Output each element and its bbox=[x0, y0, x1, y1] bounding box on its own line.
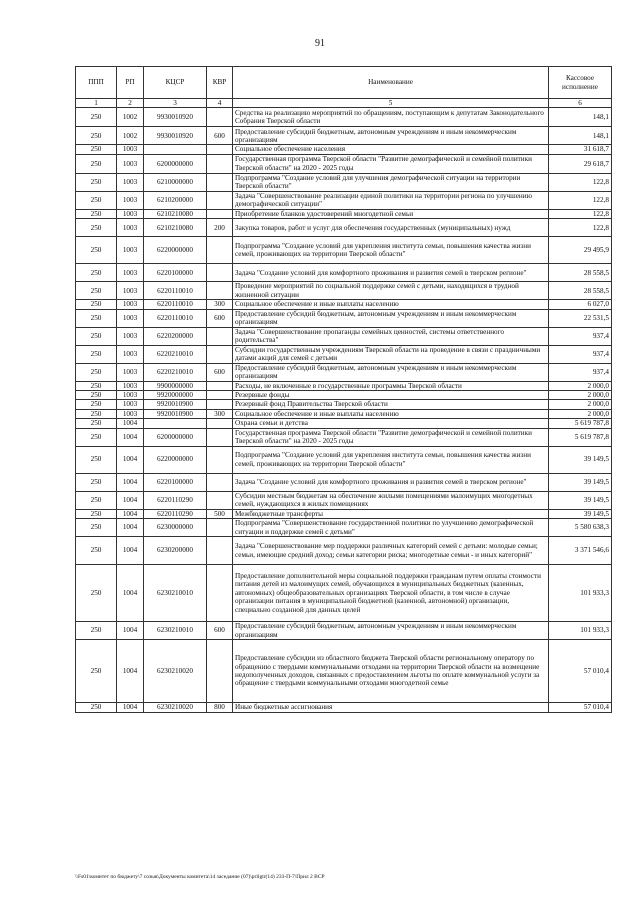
table-row bbox=[76, 491, 612, 509]
cell-name: Государственная программа Тверской области "Развитие демографической и семейной политики Тверской области" на 2020 - 2025 годы bbox=[233, 154, 549, 173]
cell-kcsr: 6220110010 bbox=[144, 300, 207, 309]
cell-rp: 1003 bbox=[117, 154, 144, 173]
cell-sum: 122,8 bbox=[549, 219, 612, 237]
cell-kcsr: 9920010900 bbox=[144, 400, 207, 409]
cell-name: Субсидии местным бюджетам на обеспечение жилыми помещениями малоимущих многодетных семей, нуждающихся в жилых помещениях bbox=[233, 491, 549, 509]
cell-name: Предоставление субсидий бюджетным, автономным учреждениям и иным некоммерческим организациям bbox=[233, 309, 549, 327]
cell-sum: 2 000,0 bbox=[549, 409, 612, 418]
cell-rp: 1003 bbox=[117, 237, 144, 264]
cell-kvr: 200 bbox=[207, 219, 233, 237]
cell-sum: 122,8 bbox=[549, 173, 612, 191]
cell-sum: 148,1 bbox=[549, 108, 612, 127]
cell-ppp: 250 bbox=[76, 327, 117, 345]
cell-name: Социальное обеспечение населения bbox=[233, 145, 549, 154]
cell-ppp: 250 bbox=[76, 491, 117, 509]
cell-name: Расходы, не включенные в государственные программы Тверской области bbox=[233, 381, 549, 390]
cell-ppp: 250 bbox=[76, 145, 117, 154]
table-row bbox=[76, 381, 612, 390]
cell-kvr: 600 bbox=[207, 622, 233, 640]
cell-kvr bbox=[207, 237, 233, 264]
cell-sum: 2 000,0 bbox=[549, 381, 612, 390]
cell-rp: 1003 bbox=[117, 264, 144, 282]
cell-ppp: 250 bbox=[76, 519, 117, 537]
cell-name: Подпрограмма "Создание условий для укрепления института семьи, повышения качества жизни семей, проживающих на территории Тверской области" bbox=[233, 237, 549, 264]
table-row bbox=[76, 509, 612, 518]
cell-name: Закупка товаров, работ и услуг для обеспечения государственных (муниципальных) нужд bbox=[233, 219, 549, 237]
cell-kcsr: 6230210010 bbox=[144, 622, 207, 640]
table-row bbox=[76, 154, 612, 173]
cell-rp: 1004 bbox=[117, 537, 144, 565]
cell-name: Предоставление субсидий бюджетным, автономным учреждениям и иным некоммерческим организациям bbox=[233, 363, 549, 381]
table-row bbox=[76, 108, 612, 127]
cell-rp: 1003 bbox=[117, 300, 144, 309]
cell-rp: 1004 bbox=[117, 622, 144, 640]
cell-rp: 1004 bbox=[117, 703, 144, 713]
cell-sum: 2 000,0 bbox=[549, 400, 612, 409]
cell-name: Средства на реализацию мероприятий по обращениям, поступающим к депутатам Законодательного Собрания Тверской области bbox=[233, 108, 549, 127]
cell-kvr bbox=[207, 400, 233, 409]
cell-sum: 6 027,0 bbox=[549, 300, 612, 309]
table-row bbox=[76, 640, 612, 703]
cell-kcsr: 6220110290 bbox=[144, 509, 207, 518]
cell-ppp: 250 bbox=[76, 127, 117, 145]
cell-name: Субсидии государственным учреждениям Тверской области на проведение в связи с праздничными датами акций для семей с детьми bbox=[233, 345, 549, 363]
cell-ppp: 250 bbox=[76, 419, 117, 428]
cell-ppp: 250 bbox=[76, 703, 117, 713]
table-row bbox=[76, 145, 612, 154]
cell-kvr bbox=[207, 191, 233, 209]
cell-kcsr: 6220000000 bbox=[144, 237, 207, 264]
budget-execution-table bbox=[75, 66, 612, 713]
table-row bbox=[76, 473, 612, 491]
cell-ppp: 250 bbox=[76, 345, 117, 363]
cell-ppp: 250 bbox=[76, 237, 117, 264]
cell-rp: 1002 bbox=[117, 127, 144, 145]
cell-kcsr bbox=[144, 145, 207, 154]
cell-kcsr bbox=[144, 419, 207, 428]
cell-rp: 1003 bbox=[117, 282, 144, 300]
cell-rp: 1004 bbox=[117, 473, 144, 491]
cell-kcsr: 9930010920 bbox=[144, 108, 207, 127]
cell-kvr bbox=[207, 428, 233, 446]
cell-name: Охрана семьи и детства bbox=[233, 419, 549, 428]
header-kcsr: КЦСР bbox=[144, 67, 207, 99]
cell-rp: 1003 bbox=[117, 327, 144, 345]
cell-kvr bbox=[207, 537, 233, 565]
header-rp: РП bbox=[117, 67, 144, 99]
cell-sum: 28 558,5 bbox=[549, 264, 612, 282]
table-row bbox=[76, 219, 612, 237]
cell-kcsr: 6200000000 bbox=[144, 154, 207, 173]
cell-ppp: 250 bbox=[76, 537, 117, 565]
cell-sum: 937,4 bbox=[549, 363, 612, 381]
cell-ppp: 250 bbox=[76, 219, 117, 237]
table-row bbox=[76, 363, 612, 381]
table-row bbox=[76, 191, 612, 209]
col-number: 5 bbox=[233, 99, 549, 108]
cell-sum: 39 149,5 bbox=[549, 509, 612, 518]
cell-rp: 1004 bbox=[117, 640, 144, 703]
cell-ppp: 250 bbox=[76, 622, 117, 640]
table-row bbox=[76, 565, 612, 622]
cell-kcsr: 6210210080 bbox=[144, 219, 207, 237]
cell-ppp: 250 bbox=[76, 209, 117, 218]
cell-sum: 2 000,0 bbox=[549, 391, 612, 400]
cell-kvr bbox=[207, 491, 233, 509]
cell-ppp: 250 bbox=[76, 154, 117, 173]
table-row bbox=[76, 309, 612, 327]
header-name: Наименование bbox=[233, 67, 549, 99]
table-row bbox=[76, 127, 612, 145]
cell-kcsr: 6220100000 bbox=[144, 264, 207, 282]
table-row bbox=[76, 237, 612, 264]
cell-kvr bbox=[207, 345, 233, 363]
cell-sum: 39 149,5 bbox=[549, 473, 612, 491]
cell-sum: 937,4 bbox=[549, 327, 612, 345]
table-row bbox=[76, 345, 612, 363]
cell-name: Задача "Создание условий для комфортного проживания и развития семей в тверском регионе" bbox=[233, 473, 549, 491]
cell-rp: 1004 bbox=[117, 519, 144, 537]
cell-kvr: 600 bbox=[207, 363, 233, 381]
cell-rp: 1003 bbox=[117, 363, 144, 381]
cell-name: Социальное обеспечение и иные выплаты населению bbox=[233, 409, 549, 418]
cell-kcsr: 6220110010 bbox=[144, 282, 207, 300]
cell-kcsr: 9930010920 bbox=[144, 127, 207, 145]
cell-kcsr: 6220210010 bbox=[144, 363, 207, 381]
cell-name: Проведение мероприятий по социальной поддержке семей с детьми, находящихся в трудной жизненной ситуации bbox=[233, 282, 549, 300]
cell-kvr: 500 bbox=[207, 509, 233, 518]
cell-rp: 1003 bbox=[117, 145, 144, 154]
cell-sum: 31 618,7 bbox=[549, 145, 612, 154]
cell-rp: 1004 bbox=[117, 565, 144, 622]
cell-kcsr: 6210200000 bbox=[144, 191, 207, 209]
cell-sum: 5 619 787,8 bbox=[549, 419, 612, 428]
cell-kvr bbox=[207, 108, 233, 127]
cell-name: Подпрограмма "Совершенствование государственной политики по улучшению демографической ситуации и поддержке семей с детьми" bbox=[233, 519, 549, 537]
table-row bbox=[76, 209, 612, 218]
cell-name: Предоставление дополнительной меры социальной поддержки гражданам путем оплаты стоимости питания детей из малоимущих семей, обучающихся в муниципальных бюджетных (казенных, автономных) общеобразовательных организациях Тверской области, в том числе в случае организации питания в муниципальной бюджетной (казенной, автономной) организации, специально созданной для данных целей bbox=[233, 565, 549, 622]
cell-kvr bbox=[207, 381, 233, 390]
cell-rp: 1002 bbox=[117, 108, 144, 127]
cell-ppp: 250 bbox=[76, 409, 117, 418]
cell-kvr: 800 bbox=[207, 703, 233, 713]
cell-rp: 1003 bbox=[117, 400, 144, 409]
table-row bbox=[76, 409, 612, 418]
cell-ppp: 250 bbox=[76, 173, 117, 191]
cell-rp: 1003 bbox=[117, 345, 144, 363]
cell-sum: 57 010,4 bbox=[549, 640, 612, 703]
table-row bbox=[76, 537, 612, 565]
cell-sum: 57 010,4 bbox=[549, 703, 612, 713]
cell-kcsr: 9920010900 bbox=[144, 409, 207, 418]
cell-name: Предоставление субсидии из областного бюджета Тверской области региональному оператору по обращению с твердыми коммунальными отходами на территории Тверской области на возмещение недополученных доходов, связанных с предоставлением льготы по оплате коммунальной услуги за обращение с твердыми коммунальными отходами многодетной семье bbox=[233, 640, 549, 703]
cell-name: Подпрограмма "Создание условий для улучшения демографической ситуации на территории Тверской области" bbox=[233, 173, 549, 191]
cell-kvr bbox=[207, 327, 233, 345]
cell-ppp: 250 bbox=[76, 264, 117, 282]
cell-kcsr: 6220200000 bbox=[144, 327, 207, 345]
table-row bbox=[76, 622, 612, 640]
cell-kcsr: 6210210080 bbox=[144, 209, 207, 218]
cell-sum: 29 495,9 bbox=[549, 237, 612, 264]
header-ppp: ППП bbox=[76, 67, 117, 99]
cell-name: Предоставление субсидий бюджетным, автономным учреждениям и иным некоммерческим организациям bbox=[233, 622, 549, 640]
cell-sum: 39 149,5 bbox=[549, 446, 612, 473]
cell-kcsr: 6230210020 bbox=[144, 640, 207, 703]
cell-kvr: 300 bbox=[207, 409, 233, 418]
cell-name: Подпрограмма "Создание условий для укрепления института семьи, повышения качества жизни семей, проживающих на территории Тверской области" bbox=[233, 446, 549, 473]
cell-ppp: 250 bbox=[76, 400, 117, 409]
cell-kvr bbox=[207, 473, 233, 491]
col-number: 3 bbox=[144, 99, 207, 108]
cell-sum: 39 149,5 bbox=[549, 491, 612, 509]
cell-ppp: 250 bbox=[76, 309, 117, 327]
cell-rp: 1004 bbox=[117, 428, 144, 446]
cell-ppp: 250 bbox=[76, 391, 117, 400]
header-kvr: КВР bbox=[207, 67, 233, 99]
cell-sum: 3 371 546,6 bbox=[549, 537, 612, 565]
cell-sum: 937,4 bbox=[549, 345, 612, 363]
cell-sum: 5 580 638,3 bbox=[549, 519, 612, 537]
table-row bbox=[76, 327, 612, 345]
cell-kcsr: 6220210010 bbox=[144, 345, 207, 363]
cell-kvr bbox=[207, 446, 233, 473]
cell-rp: 1004 bbox=[117, 446, 144, 473]
cell-kvr bbox=[207, 519, 233, 537]
cell-kvr bbox=[207, 154, 233, 173]
cell-kvr: 600 bbox=[207, 127, 233, 145]
cell-kvr bbox=[207, 209, 233, 218]
cell-rp: 1003 bbox=[117, 173, 144, 191]
header-sum: Кассовое исполнение bbox=[549, 67, 612, 99]
cell-name: Межбюджетные трансферты bbox=[233, 509, 549, 518]
cell-ppp: 250 bbox=[76, 108, 117, 127]
cell-name: Резервные фонды bbox=[233, 391, 549, 400]
numbering-row bbox=[76, 99, 612, 108]
cell-name: Задача "Совершенствование реализации единой политики на территории региона по улучшению демографической ситуации" bbox=[233, 191, 549, 209]
cell-kvr: 600 bbox=[207, 309, 233, 327]
table-row bbox=[76, 282, 612, 300]
table-row bbox=[76, 300, 612, 309]
cell-sum: 122,8 bbox=[549, 209, 612, 218]
cell-kcsr: 6230000000 bbox=[144, 519, 207, 537]
cell-sum: 5 619 787,8 bbox=[549, 428, 612, 446]
cell-ppp: 250 bbox=[76, 428, 117, 446]
cell-ppp: 250 bbox=[76, 381, 117, 390]
cell-sum: 101 933,3 bbox=[549, 622, 612, 640]
cell-rp: 1003 bbox=[117, 391, 144, 400]
cell-name: Задача "Создание условий для комфортного проживания и развития семей в тверском регионе" bbox=[233, 264, 549, 282]
cell-name: Социальное обеспечение и иные выплаты населению bbox=[233, 300, 549, 309]
cell-kvr bbox=[207, 173, 233, 191]
cell-sum: 101 933,3 bbox=[549, 565, 612, 622]
header-row bbox=[76, 67, 612, 99]
col-number: 6 bbox=[549, 99, 612, 108]
cell-kvr bbox=[207, 391, 233, 400]
cell-rp: 1003 bbox=[117, 209, 144, 218]
cell-name: Задача "Совершенствование мер поддержки различных категорий семей с детьми: молодые семьи; семьи, имеющие средний доход; семьи категории риска; многодетные семьи - и иных категорий" bbox=[233, 537, 549, 565]
table-row bbox=[76, 703, 612, 713]
cell-kcsr: 6220110010 bbox=[144, 309, 207, 327]
cell-name: Приобретение бланков удостоверений многодетной семьи bbox=[233, 209, 549, 218]
page-number: 91 bbox=[315, 38, 325, 49]
cell-ppp: 250 bbox=[76, 300, 117, 309]
table-row bbox=[76, 446, 612, 473]
cell-rp: 1003 bbox=[117, 309, 144, 327]
cell-kvr bbox=[207, 282, 233, 300]
cell-rp: 1003 bbox=[117, 381, 144, 390]
cell-kcsr: 6200000000 bbox=[144, 428, 207, 446]
cell-sum: 122,8 bbox=[549, 191, 612, 209]
cell-kvr bbox=[207, 565, 233, 622]
table-row bbox=[76, 391, 612, 400]
table-body bbox=[76, 108, 612, 713]
cell-rp: 1003 bbox=[117, 191, 144, 209]
cell-ppp: 250 bbox=[76, 509, 117, 518]
cell-ppp: 250 bbox=[76, 282, 117, 300]
cell-kvr bbox=[207, 419, 233, 428]
cell-name: Государственная программа Тверской области "Развитие демографической и семейной политики Тверской области" на 2020 - 2025 годы bbox=[233, 428, 549, 446]
cell-rp: 1004 bbox=[117, 419, 144, 428]
cell-rp: 1003 bbox=[117, 219, 144, 237]
cell-ppp: 250 bbox=[76, 191, 117, 209]
cell-name: Иные бюджетные ассигнования bbox=[233, 703, 549, 713]
cell-sum: 22 531,5 bbox=[549, 309, 612, 327]
cell-kvr bbox=[207, 264, 233, 282]
cell-sum: 28 558,5 bbox=[549, 282, 612, 300]
cell-kvr: 300 bbox=[207, 300, 233, 309]
cell-ppp: 250 bbox=[76, 473, 117, 491]
cell-kvr bbox=[207, 145, 233, 154]
cell-kcsr: 6210000000 bbox=[144, 173, 207, 191]
cell-sum: 148,1 bbox=[549, 127, 612, 145]
cell-ppp: 250 bbox=[76, 446, 117, 473]
cell-kcsr: 6220000000 bbox=[144, 446, 207, 473]
cell-kcsr: 6230210020 bbox=[144, 703, 207, 713]
cell-kcsr: 6230200000 bbox=[144, 537, 207, 565]
col-number: 4 bbox=[207, 99, 233, 108]
cell-sum: 29 618,7 bbox=[549, 154, 612, 173]
table-row bbox=[76, 519, 612, 537]
cell-name: Предоставление субсидий бюджетным, автономным учреждениям и иным некоммерческим организациям bbox=[233, 127, 549, 145]
table-row bbox=[76, 419, 612, 428]
table-row bbox=[76, 400, 612, 409]
col-number: 2 bbox=[117, 99, 144, 108]
cell-name: Задача "Совершенствование пропаганды семейных ценностей, системы ответственного родительства" bbox=[233, 327, 549, 345]
cell-name: Резервный фонд Правительства Тверской области bbox=[233, 400, 549, 409]
col-number: 1 bbox=[76, 99, 117, 108]
table-row bbox=[76, 173, 612, 191]
cell-kcsr: 9900000000 bbox=[144, 381, 207, 390]
cell-rp: 1004 bbox=[117, 509, 144, 518]
cell-kcsr: 6220110290 bbox=[144, 491, 207, 509]
cell-kcsr: 6220100000 bbox=[144, 473, 207, 491]
cell-kcsr: 9920000000 bbox=[144, 391, 207, 400]
table-row bbox=[76, 428, 612, 446]
cell-rp: 1003 bbox=[117, 409, 144, 418]
table-row bbox=[76, 264, 612, 282]
cell-ppp: 250 bbox=[76, 565, 117, 622]
cell-rp: 1004 bbox=[117, 491, 144, 509]
cell-kvr bbox=[207, 640, 233, 703]
cell-ppp: 250 bbox=[76, 640, 117, 703]
cell-kcsr: 6230210010 bbox=[144, 565, 207, 622]
cell-ppp: 250 bbox=[76, 363, 117, 381]
file-path-footer: \\Fs01\комитет по бюджету\7 созыв\Документы комитета\14 заседание (07)\prilgtr(14) 233-П-7\Прил 2 ВСР bbox=[75, 874, 325, 880]
